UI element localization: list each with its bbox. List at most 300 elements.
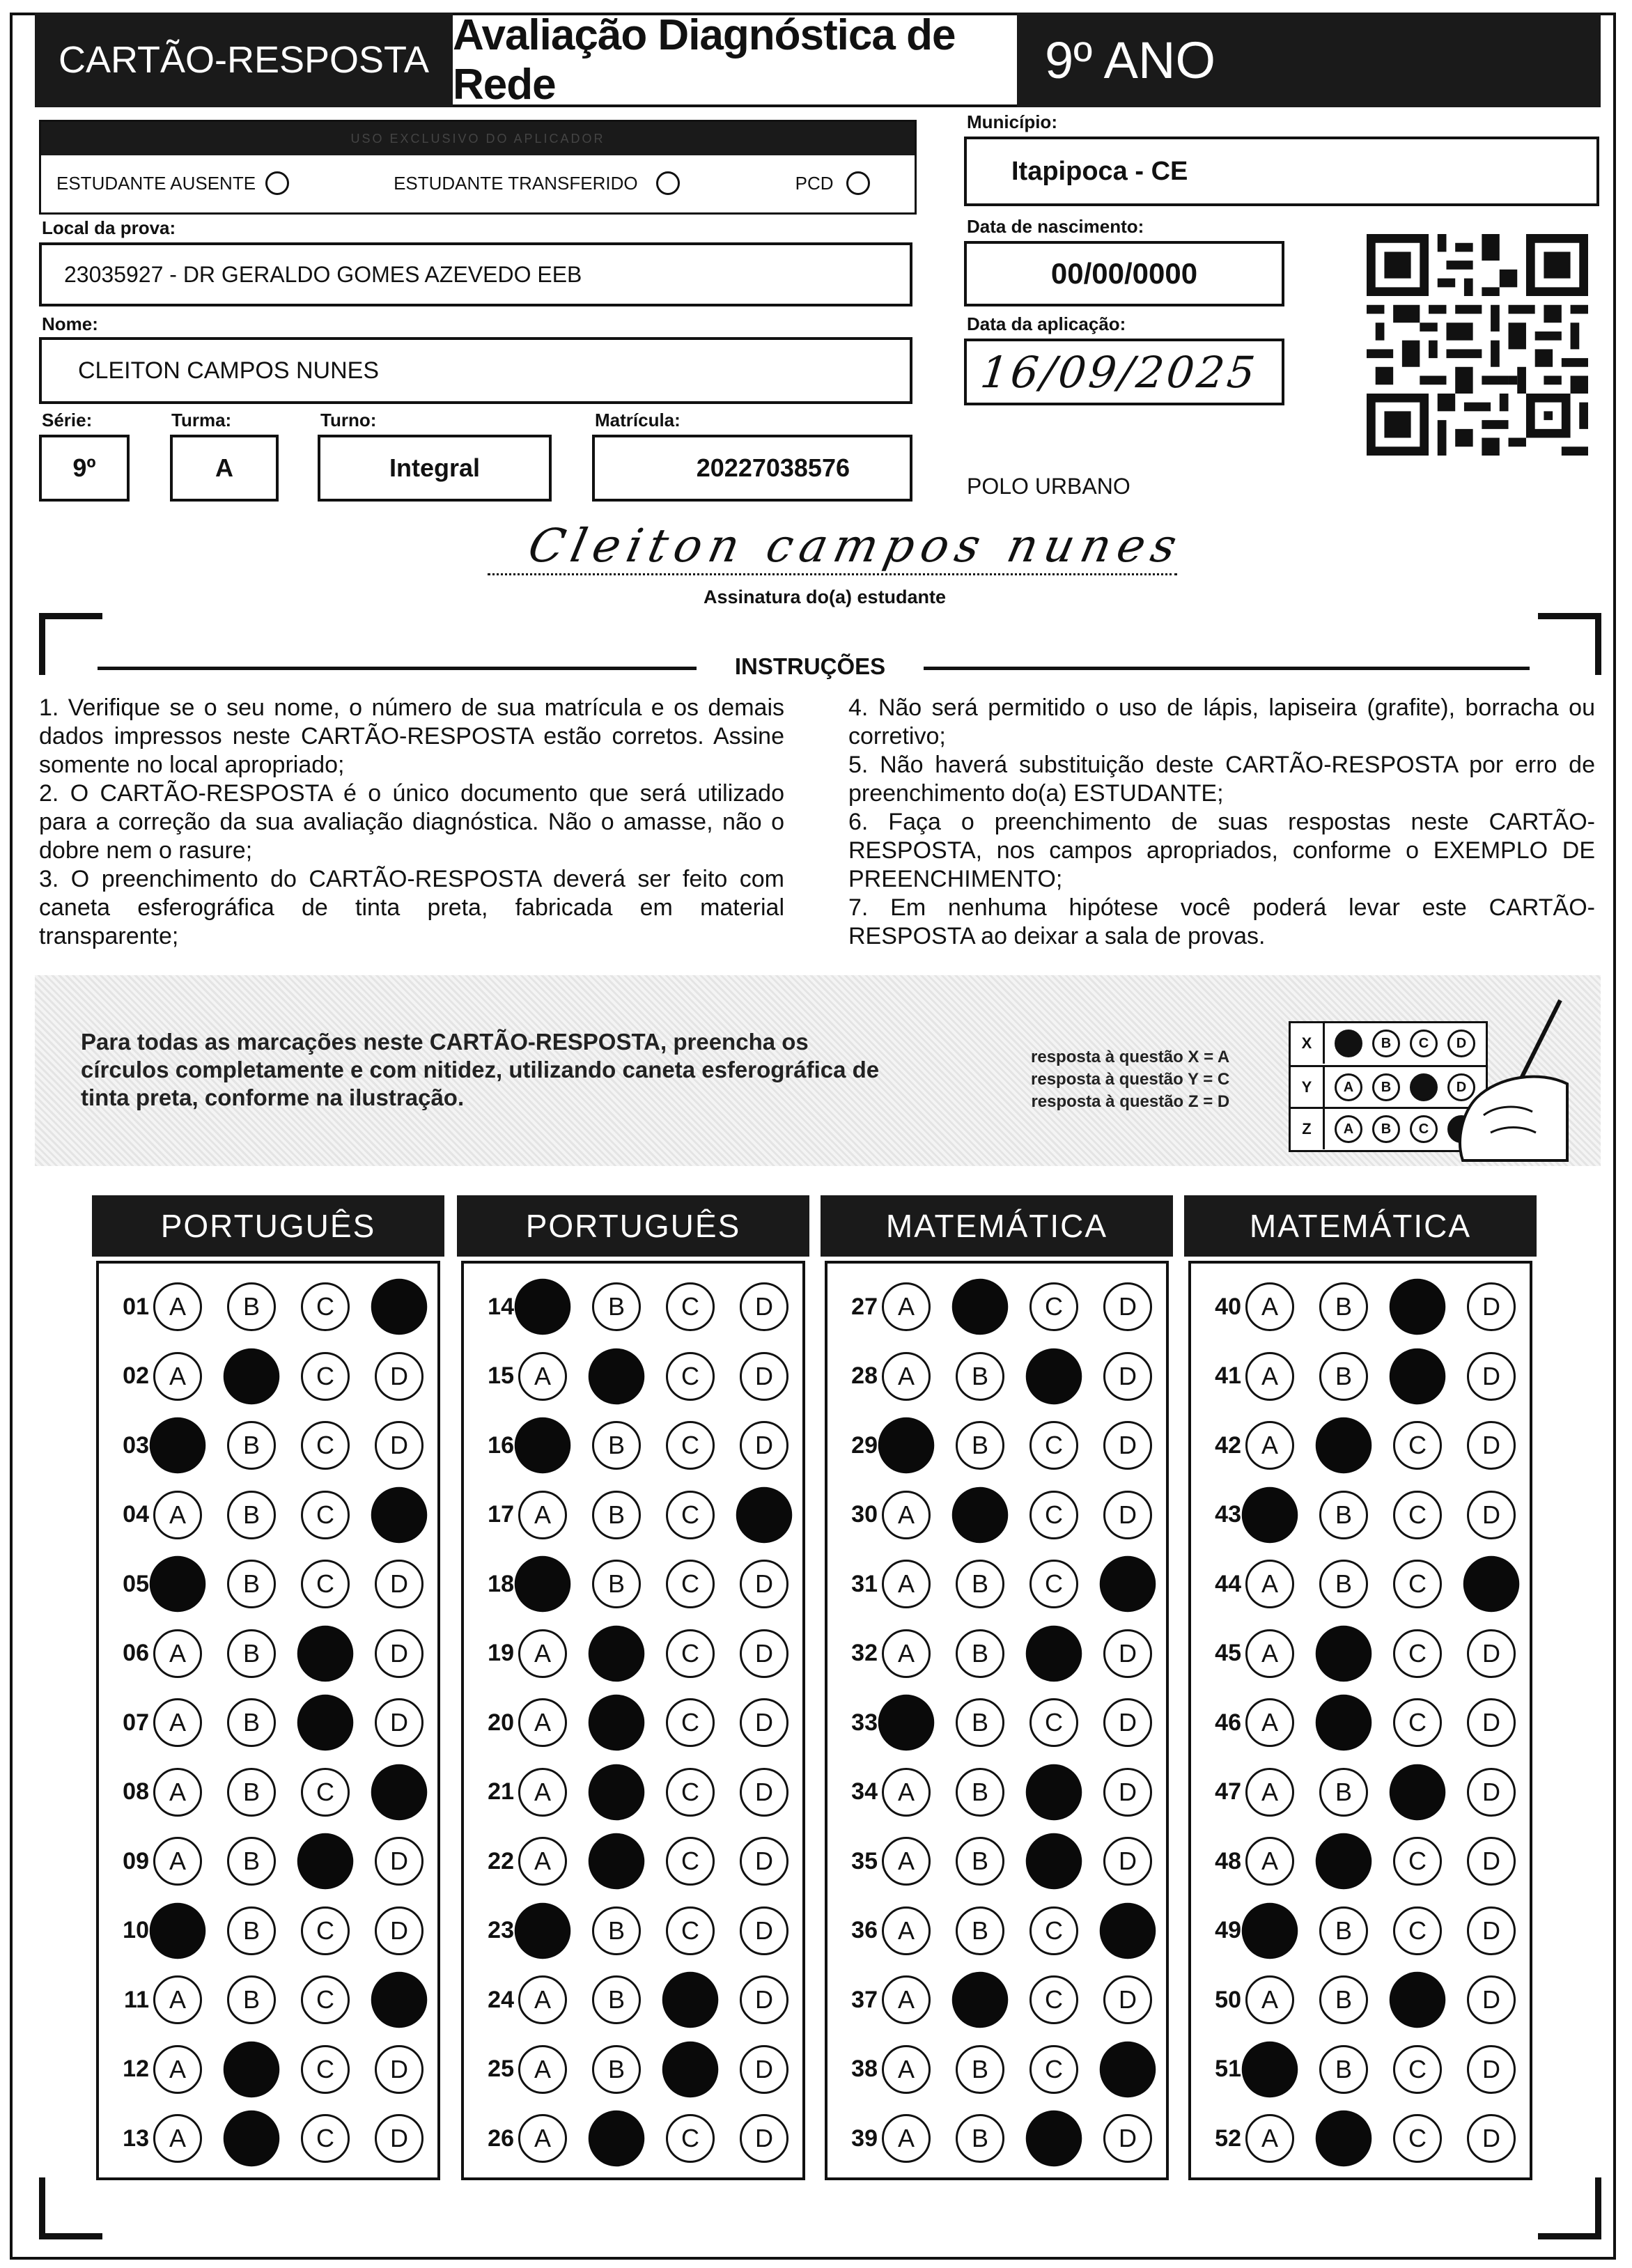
answer-bubble-d[interactable]: D (375, 2045, 423, 2094)
answer-bubble-a[interactable]: A (518, 2045, 567, 2094)
question-row (464, 1626, 814, 1681)
answer-bubble-a[interactable]: A (882, 1560, 931, 1608)
answer-bubble-a[interactable]: A (1245, 1282, 1294, 1331)
answer-bubble-a[interactable]: A (1245, 1698, 1294, 1747)
transferred-radio[interactable] (656, 171, 680, 195)
answer-bubble-a[interactable]: A (882, 2045, 931, 2094)
signature-area[interactable] (488, 519, 1188, 575)
answer-bubble-c[interactable]: C (666, 1421, 715, 1470)
answer-bubble-a[interactable]: A (518, 1352, 567, 1401)
answer-bubble-d[interactable]: D (1103, 1282, 1152, 1331)
answer-bubble-a[interactable]: A (1245, 1768, 1294, 1817)
question-number: 19 (488, 1640, 514, 1666)
answer-bubble-b[interactable]: B (1319, 1491, 1368, 1539)
question-number: 09 (123, 1847, 149, 1874)
answer-bubble-c[interactable]: C (301, 1352, 350, 1401)
answer-bubble-a[interactable]: A (882, 1352, 931, 1401)
question-row (464, 1972, 814, 2028)
question-row (99, 1972, 449, 2028)
question-number: 44 (1215, 1570, 1241, 1597)
answer-bubble-b[interactable]: B (592, 1906, 641, 1955)
pcd-radio[interactable] (846, 171, 870, 195)
turma-field: A (170, 435, 279, 502)
answer-bubble-d[interactable]: D (375, 1906, 423, 1955)
question-number: 06 (123, 1640, 149, 1666)
answer-bubble-b[interactable]: B (956, 2114, 1004, 2163)
nascimento-label: Data de nascimento: (967, 216, 1144, 237)
answer-bubble-b[interactable] (224, 1348, 280, 1404)
question-number: 13 (123, 2125, 149, 2152)
instruction-4: 4. Não será permitido o uso de lápis, lapiseira (grafite), borracha ou corretivo; (848, 694, 1595, 749)
answer-bubble-b[interactable]: B (956, 1768, 1004, 1817)
question-row (1191, 1903, 1541, 1959)
question-row (827, 1349, 1177, 1404)
answer-bubble-a[interactable]: A (153, 1629, 202, 1678)
subject-header-3: MATEMÁTICA (821, 1195, 1173, 1257)
instruction-6: 6. Faça o preenchimento de suas respostas neste CARTÃO-RESPOSTA, nos campos apropriados, conforme o EXEMPLO DE PREENCHIMENTO; (848, 809, 1595, 892)
answer-bubble-a[interactable]: A (882, 1768, 931, 1817)
answer-bubble-b[interactable]: B (227, 1768, 276, 1817)
question-row (1191, 1556, 1541, 1612)
answer-bubble-b[interactable]: B (956, 1560, 1004, 1608)
question-number: 38 (851, 2056, 878, 2082)
answer-bubble-d[interactable]: D (375, 2114, 423, 2163)
answer-bubble-a[interactable]: A (153, 1491, 202, 1539)
answer-bubble-a[interactable]: A (518, 1629, 567, 1678)
answer-bubble-c[interactable] (297, 1833, 354, 1890)
answer-bubble-a[interactable]: A (882, 1282, 931, 1331)
instruction-1: 1. Verifique se o seu nome, o número de sua matrícula e os demais dados impressos neste CARTÃO-RESPOSTA estão corretos. Assine somente no local apropriado; (39, 694, 784, 778)
question-row (464, 1349, 814, 1404)
example-question-label: X (1291, 1023, 1325, 1064)
question-number: 33 (851, 1709, 878, 1736)
answer-bubble-d[interactable] (736, 1486, 793, 1543)
answer-bubble-c[interactable]: C (301, 1906, 350, 1955)
answer-bubble-c[interactable]: C (1029, 1906, 1078, 1955)
answer-bubble-a[interactable]: A (882, 1629, 931, 1678)
answer-bubble-c[interactable]: C (1393, 2114, 1442, 2163)
answer-bubble-a[interactable] (515, 1902, 571, 1959)
answer-bubble-d[interactable]: D (740, 1698, 788, 1747)
answer-bubble-b[interactable]: B (227, 1491, 276, 1539)
answer-bubble-b[interactable] (952, 1279, 1009, 1335)
question-number: 25 (488, 2056, 514, 2082)
answer-bubble-a[interactable]: A (153, 1837, 202, 1886)
answer-bubble-b[interactable]: B (956, 1698, 1004, 1747)
answer-bubble-b[interactable]: B (956, 2045, 1004, 2094)
question-row (1191, 1833, 1541, 1889)
question-row (827, 1695, 1177, 1750)
answer-bubble-b[interactable]: B (1319, 1906, 1368, 1955)
answer-bubble-a[interactable]: A (518, 2114, 567, 2163)
answer-bubble-d[interactable] (371, 1486, 428, 1543)
answer-bubble-c[interactable]: C (1029, 1975, 1078, 2024)
answer-bubble-b[interactable]: B (1319, 1560, 1368, 1608)
answer-bubble-a[interactable]: A (1245, 1421, 1294, 1470)
answer-bubble-d[interactable]: D (375, 1629, 423, 1678)
answer-bubble-a[interactable]: A (1245, 1629, 1294, 1678)
answer-bubble-c[interactable]: C (1393, 1906, 1442, 1955)
answer-bubble-b[interactable] (1316, 1625, 1372, 1681)
aplicacao-field[interactable]: 16/09/2025 (964, 339, 1284, 405)
answer-bubble-b[interactable] (589, 1833, 645, 1890)
answer-bubble-c[interactable]: C (1393, 1421, 1442, 1470)
answer-bubble-d[interactable] (1100, 1556, 1156, 1613)
answer-bubble-a[interactable]: A (882, 1837, 931, 1886)
answer-bubble-a[interactable] (1242, 1486, 1298, 1543)
answer-bubble-d[interactable]: D (1103, 1698, 1152, 1747)
question-row (827, 1626, 1177, 1681)
matricula-label: Matrícula: (595, 410, 681, 430)
answer-bubble-d[interactable]: D (1467, 2114, 1516, 2163)
question-number: 51 (1215, 2056, 1241, 2082)
answer-bubble-a[interactable]: A (153, 1352, 202, 1401)
answer-bubble-c[interactable]: C (301, 1560, 350, 1608)
answer-bubble-d[interactable]: D (1467, 1352, 1516, 1401)
local-field: 23035927 - DR GERALDO GOMES AZEVEDO EEB (39, 242, 912, 306)
answer-bubble-a[interactable] (515, 1418, 571, 1474)
answer-bubble-c[interactable]: C (301, 2045, 350, 2094)
question-number: 41 (1215, 1362, 1241, 1389)
answer-bubble-b[interactable]: B (227, 1906, 276, 1955)
answer-bubble-c[interactable]: C (1393, 1698, 1442, 1747)
question-row (99, 1418, 449, 1473)
municipio-field: Itapipoca - CE (964, 137, 1599, 206)
question-row (464, 1833, 814, 1889)
question-number: 26 (488, 2125, 514, 2152)
answer-bubble-c[interactable] (297, 1695, 354, 1751)
answer-bubble-a[interactable]: A (882, 1906, 931, 1955)
answer-bubble-a[interactable]: A (518, 1491, 567, 1539)
answer-bubble-b[interactable]: B (227, 1837, 276, 1886)
question-row (99, 1833, 449, 1889)
question-number: 45 (1215, 1640, 1241, 1666)
answer-bubble-d[interactable]: D (740, 2114, 788, 2163)
answer-bubble-c[interactable]: C (301, 2114, 350, 2163)
answer-bubble-d[interactable]: D (375, 1560, 423, 1608)
nome-field: CLEITON CAMPOS NUNES (39, 337, 912, 404)
answer-bubble-d[interactable]: D (375, 1837, 423, 1886)
answer-bubble-b[interactable]: B (227, 1629, 276, 1678)
answer-bubble-c[interactable] (662, 2041, 719, 2097)
answer-bubble-c[interactable] (1026, 1348, 1082, 1404)
answer-bubble-b[interactable] (589, 1348, 645, 1404)
answer-bubble-c[interactable] (1026, 2111, 1082, 2167)
answer-bubble-d[interactable]: D (740, 1837, 788, 1886)
answer-bubble-a[interactable] (515, 1279, 571, 1335)
answer-bubble-d[interactable] (1463, 1556, 1520, 1613)
answer-bubble-d[interactable]: D (1103, 1975, 1152, 2024)
answer-bubble-a[interactable] (150, 1556, 206, 1613)
answer-bubble-b[interactable]: B (1319, 2045, 1368, 2094)
answer-bubble-d[interactable]: D (740, 1560, 788, 1608)
answer-bubble-a[interactable]: A (1245, 1975, 1294, 2024)
answer-bubble-d[interactable] (1100, 2041, 1156, 2097)
answer-bubble-a[interactable]: A (153, 1975, 202, 2024)
answer-bubble-b[interactable] (224, 2041, 280, 2097)
answer-bubble-a[interactable]: A (1245, 1352, 1294, 1401)
answer-bubble-c[interactable]: C (666, 1352, 715, 1401)
answer-bubble-a[interactable]: A (1245, 2114, 1294, 2163)
question-number: 11 (124, 1986, 149, 2013)
answer-bubble-d[interactable]: D (740, 2045, 788, 2094)
answer-bubble-d[interactable]: D (1467, 2045, 1516, 2094)
example-bubble-a (1335, 1030, 1362, 1057)
answer-bubble-a[interactable] (1242, 1902, 1298, 1959)
answer-bubble-a[interactable]: A (1245, 1837, 1294, 1886)
serie-field: 9º (39, 435, 130, 502)
answer-bubble-d[interactable]: D (1467, 1421, 1516, 1470)
corner-mark-top-right (1538, 613, 1601, 675)
answer-bubble-a[interactable]: A (518, 1975, 567, 2024)
answer-bubble-c[interactable]: C (1393, 2045, 1442, 2094)
answer-bubble-c[interactable]: C (1029, 1698, 1078, 1747)
answer-bubble-d[interactable]: D (1467, 1491, 1516, 1539)
answer-bubble-d[interactable]: D (375, 1698, 423, 1747)
question-row (827, 1279, 1177, 1335)
example-bubble-a: A (1335, 1073, 1362, 1101)
answer-bubble-a[interactable]: A (518, 1698, 567, 1747)
question-number: 21 (488, 1778, 514, 1805)
answer-bubble-a[interactable] (878, 1418, 935, 1474)
answer-bubble-d[interactable]: D (375, 1421, 423, 1470)
answer-bubble-b[interactable]: B (1319, 1975, 1368, 2024)
answer-bubble-a[interactable]: A (153, 2114, 202, 2163)
question-row (1191, 1764, 1541, 1820)
instruction-7: 7. Em nenhuma hipótese você poderá levar este CARTÃO-RESPOSTA ao deixar a sala de provas. (848, 894, 1595, 949)
answer-bubble-b[interactable]: B (592, 1491, 641, 1539)
answer-bubble-c[interactable]: C (1393, 1629, 1442, 1678)
question-number: 52 (1215, 2125, 1241, 2152)
answer-bubble-a[interactable]: A (153, 1768, 202, 1817)
answer-bubble-a[interactable]: A (153, 2045, 202, 2094)
answer-bubble-b[interactable]: B (592, 1975, 641, 2024)
answer-bubble-d[interactable] (371, 1972, 428, 2028)
answer-bubble-d[interactable]: D (740, 1768, 788, 1817)
answer-bubble-a[interactable]: A (882, 1491, 931, 1539)
question-number: 04 (123, 1501, 149, 1528)
question-row (464, 2111, 814, 2166)
answer-bubble-b[interactable] (1316, 1695, 1372, 1751)
answer-bubble-c[interactable] (1026, 1625, 1082, 1681)
answer-bubble-c[interactable]: C (666, 1906, 715, 1955)
answer-bubble-b[interactable]: B (592, 1421, 641, 1470)
answer-bubble-d[interactable]: D (1103, 1629, 1152, 1678)
answer-bubble-b[interactable]: B (1319, 1282, 1368, 1331)
answer-bubble-a[interactable]: A (882, 1975, 931, 2024)
example-bubble-d: D (1447, 1073, 1475, 1101)
answer-bubble-b[interactable] (952, 1972, 1009, 2028)
answer-bubble-c[interactable]: C (301, 1421, 350, 1470)
answer-bubble-a[interactable] (150, 1902, 206, 1959)
subject-header-2: PORTUGUÊS (457, 1195, 809, 1257)
answer-bubble-c[interactable] (1026, 1764, 1082, 1820)
example-legend: resposta à questão X = A resposta à questão Y = C resposta à questão Z = D (1031, 1048, 1230, 1111)
answer-bubble-b[interactable]: B (592, 1560, 641, 1608)
question-number: 50 (1215, 1986, 1241, 2013)
answer-bubble-b[interactable]: B (1319, 1768, 1368, 1817)
answer-bubble-c[interactable]: C (666, 1768, 715, 1817)
question-number: 12 (123, 2056, 149, 2082)
instructions-left (39, 694, 784, 951)
question-number: 10 (123, 1917, 149, 1943)
answer-bubble-b[interactable]: B (592, 2045, 641, 2094)
answer-bubble-c[interactable]: C (301, 1282, 350, 1331)
question-number: 48 (1215, 1847, 1241, 1874)
municipio-label: Município: (967, 111, 1057, 132)
polo-label: POLO URBANO (967, 474, 1130, 499)
answer-bubble-b[interactable]: B (227, 1698, 276, 1747)
answer-bubble-b[interactable]: B (227, 1421, 276, 1470)
answer-bubble-d[interactable]: D (740, 1352, 788, 1401)
answer-bubble-c[interactable]: C (666, 1491, 715, 1539)
answer-bubble-d[interactable]: D (1467, 1975, 1516, 2024)
answer-bubble-a[interactable] (150, 1418, 206, 1474)
answer-bubble-b[interactable] (589, 1764, 645, 1820)
question-row (827, 1903, 1177, 1959)
answer-bubble-b[interactable]: B (592, 1282, 641, 1331)
answer-column-4 (1188, 1261, 1532, 2180)
question-number: 29 (851, 1431, 878, 1459)
example-bubble-b: B (1372, 1115, 1400, 1143)
card-title: CARTÃO-RESPOSTA (35, 13, 453, 107)
answer-bubble-c[interactable]: C (1393, 1837, 1442, 1886)
answer-bubble-c[interactable]: C (1029, 2045, 1078, 2094)
answer-bubble-c[interactable]: C (1029, 1421, 1078, 1470)
answer-bubble-d[interactable]: D (740, 1282, 788, 1331)
answer-bubble-d[interactable] (371, 1764, 428, 1820)
answer-bubble-d[interactable]: D (1467, 1282, 1516, 1331)
answer-bubble-c[interactable]: C (666, 1560, 715, 1608)
answer-bubble-a[interactable] (515, 1556, 571, 1613)
question-row (1191, 1695, 1541, 1750)
answer-bubble-d[interactable]: D (1103, 2114, 1152, 2163)
answer-bubble-d[interactable] (1100, 1902, 1156, 1959)
answer-bubble-b[interactable]: B (956, 1421, 1004, 1470)
answer-bubble-b[interactable]: B (956, 1629, 1004, 1678)
answer-bubble-b[interactable]: B (1319, 1352, 1368, 1401)
answer-column-3 (825, 1261, 1169, 2180)
question-number: 05 (123, 1570, 149, 1597)
example-bubble-c: C (1410, 1115, 1438, 1143)
question-number: 03 (123, 1431, 149, 1459)
answer-bubble-c[interactable] (1390, 1972, 1446, 2028)
answer-bubble-b[interactable] (1316, 2111, 1372, 2167)
answer-bubble-a[interactable]: A (882, 2114, 931, 2163)
answer-bubble-b[interactable] (952, 1486, 1009, 1543)
answer-bubble-d[interactable]: D (740, 1421, 788, 1470)
answer-bubble-c[interactable] (1390, 1764, 1446, 1820)
answer-bubble-c[interactable]: C (1029, 1491, 1078, 1539)
answer-bubble-d[interactable]: D (1467, 1768, 1516, 1817)
answer-bubble-c[interactable]: C (301, 1975, 350, 2024)
answer-bubble-c[interactable]: C (666, 2114, 715, 2163)
answer-bubble-c[interactable] (662, 1972, 719, 2028)
answer-bubble-d[interactable]: D (1467, 1629, 1516, 1678)
answer-bubble-c[interactable]: C (1029, 1282, 1078, 1331)
answer-bubble-a[interactable]: A (518, 1837, 567, 1886)
answer-bubble-d[interactable]: D (1103, 1491, 1152, 1539)
subject-header-1: PORTUGUÊS (92, 1195, 444, 1257)
answer-bubble-b[interactable]: B (227, 1282, 276, 1331)
answer-bubble-d[interactable] (371, 1279, 428, 1335)
instructions-rule-right (924, 667, 1530, 670)
answer-bubble-b[interactable] (589, 1695, 645, 1751)
question-number: 15 (488, 1362, 514, 1389)
answer-bubble-c[interactable]: C (666, 1629, 715, 1678)
transferred-label: ESTUDANTE TRANSFERIDO (394, 172, 638, 194)
absent-radio[interactable] (265, 171, 289, 195)
answer-bubble-b[interactable]: B (956, 1352, 1004, 1401)
question-number: 40 (1215, 1293, 1241, 1320)
example-bubble-a: A (1335, 1115, 1362, 1143)
applicator-bar: USO EXCLUSIVO DO APLICADOR (41, 122, 915, 155)
answer-bubble-b[interactable] (224, 2111, 280, 2167)
answer-bubble-d[interactable]: D (740, 1629, 788, 1678)
question-row (464, 2042, 814, 2097)
answer-bubble-d[interactable]: D (1467, 1906, 1516, 1955)
answer-bubble-c[interactable] (1390, 1279, 1446, 1335)
answer-bubble-c[interactable]: C (301, 1491, 350, 1539)
answer-bubble-c[interactable]: C (301, 1768, 350, 1817)
answer-bubble-b[interactable] (589, 2111, 645, 2167)
example-question-label: Y (1291, 1067, 1325, 1108)
question-number: 14 (488, 1293, 514, 1320)
question-number: 01 (123, 1293, 149, 1320)
answer-column-2 (461, 1261, 805, 2180)
answer-bubble-a[interactable]: A (153, 1282, 202, 1331)
answer-bubble-d[interactable]: D (1467, 1837, 1516, 1886)
answer-bubble-b[interactable]: B (227, 1975, 276, 2024)
answer-bubble-d[interactable]: D (1103, 1837, 1152, 1886)
answer-bubble-d[interactable]: D (1467, 1698, 1516, 1747)
answer-bubble-b[interactable] (1316, 1418, 1372, 1474)
answer-bubble-d[interactable]: D (740, 1906, 788, 1955)
answer-bubble-b[interactable]: B (956, 1906, 1004, 1955)
question-number: 20 (488, 1709, 514, 1736)
answer-bubble-b[interactable] (1316, 1833, 1372, 1890)
answer-bubble-d[interactable]: D (1103, 1768, 1152, 1817)
answer-bubble-d[interactable]: D (375, 1352, 423, 1401)
answer-bubble-c[interactable] (1026, 1833, 1082, 1890)
answer-bubble-a[interactable]: A (153, 1698, 202, 1747)
answer-bubble-c[interactable]: C (1393, 1560, 1442, 1608)
answer-bubble-c[interactable]: C (666, 1698, 715, 1747)
answer-bubble-c[interactable]: C (666, 1282, 715, 1331)
answer-bubble-c[interactable] (1390, 1348, 1446, 1404)
answer-bubble-a[interactable] (1242, 2041, 1298, 2097)
answer-bubble-d[interactable]: D (1103, 1421, 1152, 1470)
answer-bubble-a[interactable]: A (1245, 1560, 1294, 1608)
answer-bubble-c[interactable]: C (1029, 1560, 1078, 1608)
question-number: 37 (851, 1986, 878, 2013)
answer-bubble-a[interactable]: A (518, 1768, 567, 1817)
answer-bubble-b[interactable]: B (956, 1837, 1004, 1886)
question-number: 47 (1215, 1778, 1241, 1805)
answer-bubble-b[interactable]: B (227, 1560, 276, 1608)
answer-bubble-c[interactable] (297, 1625, 354, 1681)
answer-bubble-c[interactable]: C (666, 1837, 715, 1886)
answer-bubble-d[interactable]: D (740, 1975, 788, 2024)
answer-bubble-c[interactable]: C (1393, 1491, 1442, 1539)
question-row (464, 1279, 814, 1335)
question-row (99, 1903, 449, 1959)
question-number: 17 (488, 1501, 514, 1528)
question-row (827, 1833, 1177, 1889)
answer-bubble-d[interactable]: D (1103, 1352, 1152, 1401)
answer-bubble-a[interactable] (878, 1695, 935, 1751)
answer-bubble-b[interactable] (589, 1625, 645, 1681)
